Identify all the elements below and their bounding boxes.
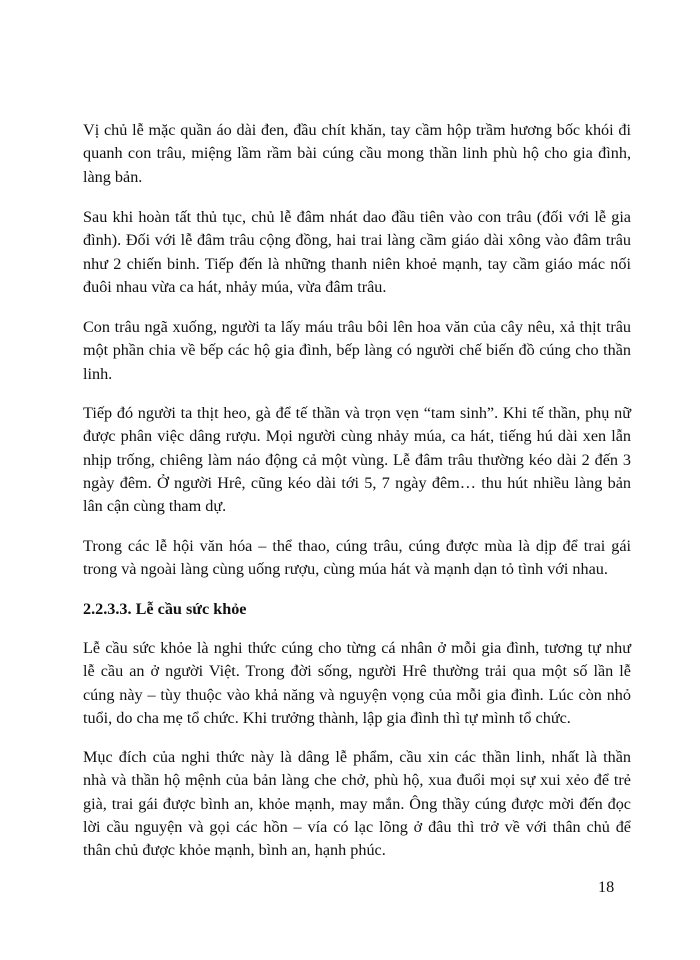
text-line: tuổi, do cha mẹ tổ chức. Khi trưởng thành, lập gia đình thì tự mình tổ chức. (83, 708, 571, 727)
paragraph (83, 637, 631, 730)
text-line: ngày đêm. Ở người Hrê, cũng kéo dài tới 5, 7 ngày đêm… thu hút nhiều làng bản (83, 473, 631, 492)
page-number: 18 (598, 878, 615, 896)
text-line: lân cận cùng tham dự. (83, 497, 227, 516)
paragraph (83, 316, 631, 386)
text-line: đình). Đối với lễ đâm trâu cộng đồng, hai trai làng cầm giáo dài xông vào đâm trâu (83, 231, 631, 250)
text-line: Tiếp đó người ta thịt heo, gà để tế thần và trọn vẹn “tam sinh”. Khi tế thần, phụ nữ (83, 404, 631, 422)
paragraph (83, 535, 631, 582)
paragraph (83, 746, 631, 862)
text-line: Sau khi hoàn tất thủ tục, chủ lễ đâm nhát dao đầu tiên vào con trâu (đối với lễ gia (83, 208, 631, 226)
text-line: như 2 chiến binh. Tiếp đến là những thanh niên khoẻ mạnh, tay cầm giáo mác nối (83, 254, 631, 273)
text-line: lời cầu nguyện và gọi các hồn – vía có lạc lõng ở đâu thì trở về với thân chủ để (83, 817, 631, 836)
text-line: cúng này – tùy thuộc vào khả năng và nguyện vọng của mỗi gia đình. Lúc còn nhỏ (83, 685, 631, 704)
text-line: Vị chủ lễ mặc quần áo dài đen, đầu chít khăn, tay cầm hộp trầm hương bốc khói đi (83, 121, 631, 139)
text-line: thân chủ được khỏe mạnh, bình an, hạnh phúc. (83, 841, 386, 860)
text-line: Con trâu ngã xuống, người ta lấy máu trâu bôi lên hoa văn của cây nêu, xả thịt trâu (83, 318, 631, 336)
text-line: trong và ngoài làng cùng uống rượu, cùng múa hát và mạnh dạn tỏ tình với nhau. (83, 560, 608, 579)
section-heading: 2.2.3.3. Lễ cầu sức khỏe (83, 600, 247, 618)
text-line: làng bản. (83, 167, 143, 186)
text-line: Mục đích của nghi thức này là dâng lễ phẩm, cầu xin các thần linh, nhất là thần (83, 748, 631, 766)
text-line: được phân việc dâng rượu. Mọi người cùng nhảy múa, ca hát, tiếng hú dài xen lẫn (83, 427, 631, 446)
text-line: nhà và thần hộ mệnh của bản làng che chở, phù hộ, xua đuổi mọi sự xui xẻo để trẻ (83, 771, 631, 790)
text-line: nhịp trống, chiêng làm náo động cả một vùng. Lễ đâm trâu thường kéo dài 2 đến 3 (83, 450, 631, 469)
text-line: già, trai gái được bình an, khỏe mạnh, may mắn. Ông thầy cúng được mời đến đọc (83, 794, 631, 813)
paragraph (83, 119, 631, 189)
paragraph (83, 402, 631, 518)
text-line: Trong các lễ hội văn hóa – thể thao, cúng trâu, cúng được mùa là dịp để trai gái (83, 537, 631, 555)
text-line: một phần chia về bếp các hộ gia đình, bếp làng có người chế biến đồ cúng cho thần (83, 341, 631, 360)
text-line: lễ cầu an ở người Việt. Trong đời sống, người Hrê thường trải qua một số lần lễ (83, 662, 631, 681)
text-line: linh. (83, 364, 113, 383)
text-line: quanh con trâu, miệng lầm rầm bài cúng cầu mong thần linh phù hộ cho gia đình, (83, 144, 631, 163)
paragraph (83, 206, 631, 299)
text-line: đuôi nhau vừa ca hát, nhảy múa, vừa đâm trâu. (83, 277, 387, 296)
text-line: Lễ cầu sức khỏe là nghi thức cúng cho từng cá nhân ở mỗi gia đình, tương tự như (83, 639, 631, 657)
